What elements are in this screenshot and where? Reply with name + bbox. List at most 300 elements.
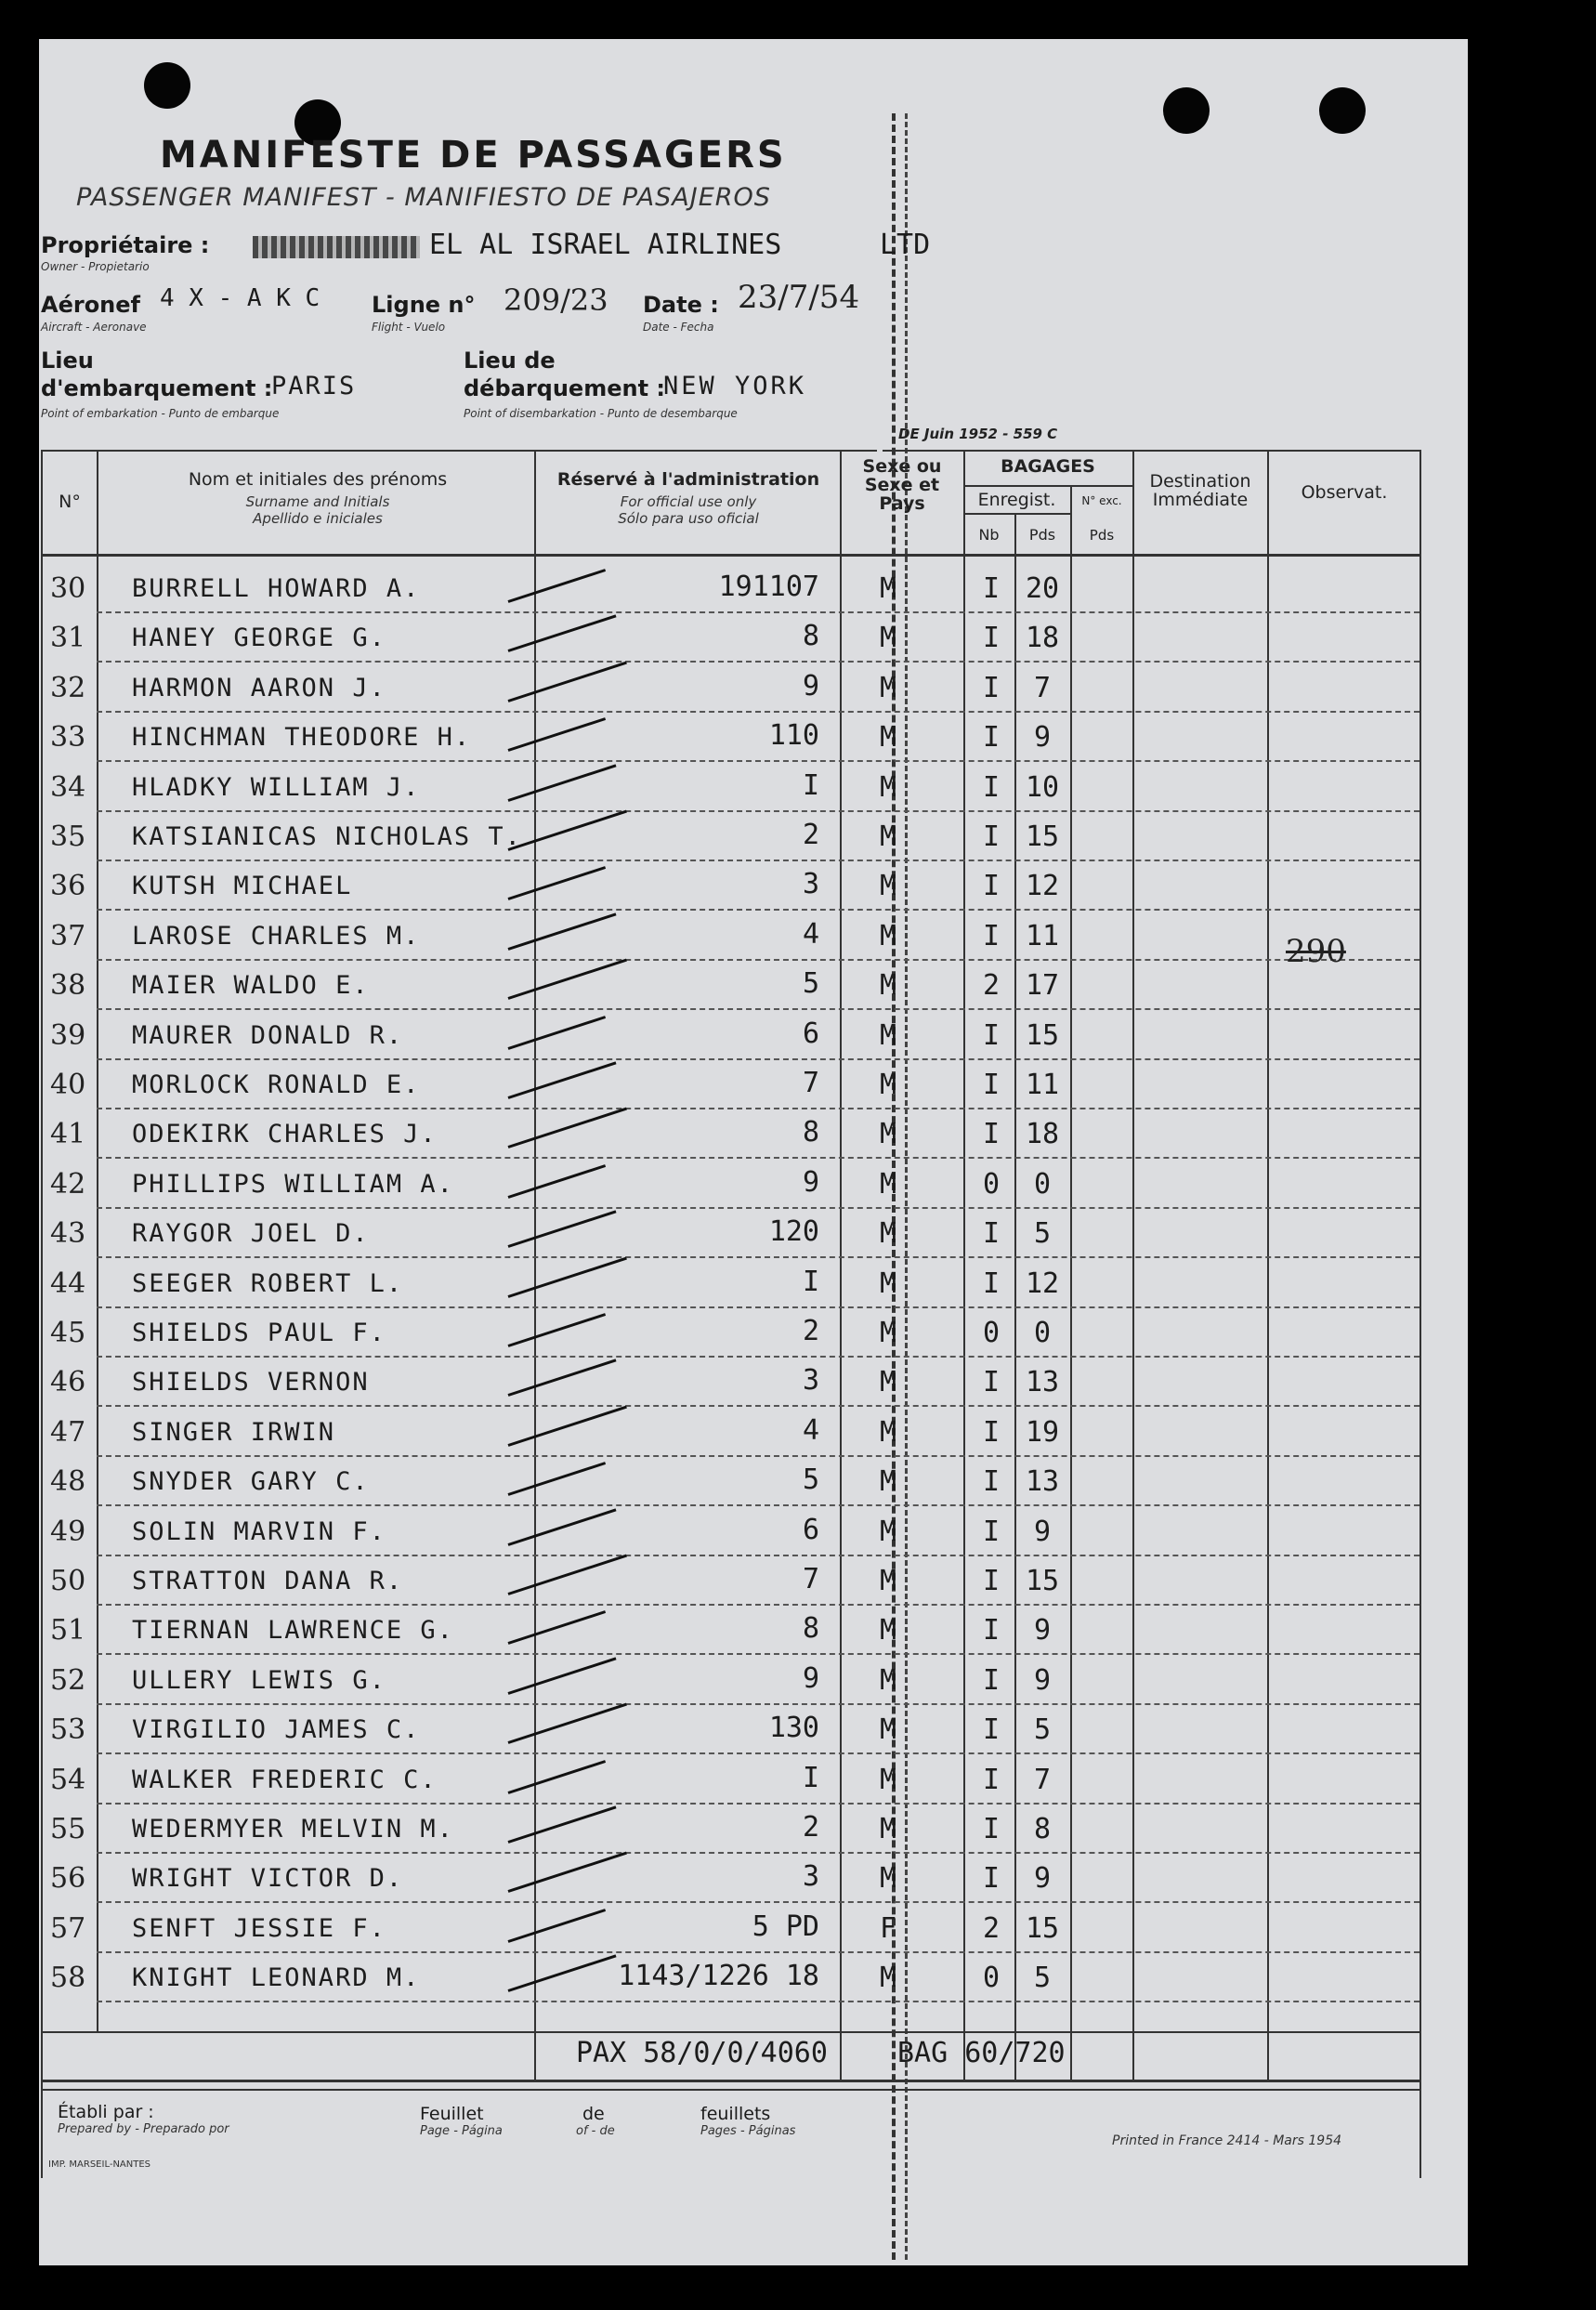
col-header-bag-pds: Pds [1028,526,1056,544]
bag-weight: 12 [1025,1267,1060,1300]
admin-number: 7 [802,1563,819,1595]
passenger-name: SENFT JESSIE F. [132,1914,386,1943]
row-number: 50 [50,1565,86,1597]
aircraft-sublabel: Aircraft - Aeronave [41,321,147,334]
passenger-name: HLADKY WILLIAM J. [132,773,421,802]
row-rule [97,1752,1419,1754]
bag-weight: 7 [1033,672,1052,704]
sheet-sublabel: Page - Página [420,2124,503,2138]
bag-weight: 11 [1025,1069,1060,1101]
bag-count: 0 [982,1317,1001,1349]
col-header-observations: Observat. [1301,482,1388,503]
admin-number: 2 [802,1315,819,1347]
bag-count: I [982,1664,1001,1697]
enregist-subrule [963,513,1070,515]
bag-weight: 11 [1025,920,1060,952]
col-divider [1132,450,1134,2080]
passenger-name: ODEKIRK CHARLES J. [132,1120,438,1148]
bag-count: I [982,1069,1001,1101]
passenger-sex: M [880,1764,897,1796]
row-rule [97,1256,1419,1258]
disembark-sublabel: Point of disembarkation - Punto de desembarque [464,407,738,420]
embark-value: PARIS [271,372,357,400]
bagages-subrule [963,485,1132,487]
row-number: 55 [50,1813,86,1845]
passenger-sex: M [880,1813,897,1845]
aircraft-value: 4 X - A K C [160,284,321,312]
owner-suffix: LTD [880,229,931,261]
passenger-name: HINCHMAN THEODORE H. [132,723,472,752]
manifest-subtitle: PASSENGER MANIFEST - MANIFIESTO DE PASAJEROS [76,183,771,212]
owner-label: Propriétaire : [41,232,210,258]
col-header-sex: Sexe ou Sexe et Pays [862,456,942,514]
row-rule [97,1008,1419,1010]
col-header-name-sub2: Apellido e iniciales [253,510,383,527]
bag-count: I [982,1217,1001,1250]
bag-weight: 7 [1033,1764,1052,1796]
bag-count: 0 [982,1962,1001,1994]
row-rule [97,1951,1419,1953]
passenger-name: HARMON AARON J. [132,674,386,702]
row-number: 33 [50,721,86,754]
col-header-excess: N° exc. [1081,494,1122,507]
check-mark [508,1508,617,1546]
admin-number: 8 [802,620,819,652]
row-rule [97,1852,1419,1854]
row-rule [97,1356,1419,1358]
row-rule [97,661,1419,663]
row-number: 35 [50,820,86,853]
col-header-admin: Réservé à l'administration [556,469,820,490]
footer-rule [41,2089,1421,2091]
passenger-sex: M [880,1416,897,1449]
struck-out-text [253,236,420,258]
col-header-name-sub1: Surname and Initials [245,493,390,510]
bag-count: 0 [982,1168,1001,1201]
bag-count: I [982,672,1001,704]
bag-count: I [982,820,1001,853]
flight-value: 209/23 [504,282,608,318]
bag-weight: 15 [1025,820,1060,853]
row-number: 49 [50,1516,86,1548]
row-number: 48 [50,1465,86,1498]
table-top-rule [41,450,877,452]
check-mark [508,1406,627,1447]
admin-number: 2 [802,819,819,851]
row-number: 56 [50,1862,86,1895]
bag-weight: 5 [1033,1713,1052,1746]
passenger-name: SHIELDS PAUL F. [132,1319,386,1347]
admin-number: 3 [802,868,819,900]
passenger-sex: M [880,1168,897,1201]
passenger-name: SOLIN MARVIN F. [132,1517,386,1546]
bag-weight: 9 [1033,1614,1052,1647]
owner-sublabel: Owner - Propietario [41,260,150,273]
passenger-name: KNIGHT LEONARD M. [132,1963,421,1992]
passenger-name: RAYGOR JOEL D. [132,1219,370,1248]
row-rule [97,959,1419,961]
bag-weight: 10 [1025,771,1060,804]
bag-total: BAG 60/720 [897,2037,1066,2069]
imprint: IMP. MARSEIL-NANTES [48,2159,151,2170]
row-rule [97,760,1419,762]
passenger-sex: M [880,672,897,704]
row-rule [97,1108,1419,1109]
row-rule [97,1653,1419,1655]
admin-number: 5 PD [752,1910,819,1943]
passenger-name: SHIELDS VERNON [132,1368,370,1397]
embark-sublabel: Point of embarkation - Punto de embarque [41,407,280,420]
passenger-name: ULLERY LEWIS G. [132,1666,386,1695]
admin-number: 130 [768,1712,819,1744]
bag-weight: 18 [1025,1118,1060,1150]
passenger-name: KUTSH MICHAEL [132,872,353,900]
admin-number: 2 [802,1811,819,1844]
admin-number: 9 [802,1166,819,1199]
bag-count: I [982,920,1001,952]
bag-count: I [982,1764,1001,1796]
row-rule [97,1405,1419,1407]
bag-weight: 0 [1033,1317,1052,1349]
disembark-label-line1: Lieu de [464,348,556,374]
col-divider [97,450,98,2031]
passenger-sex: M [880,820,897,853]
row-number: 36 [50,870,86,902]
row-rule [97,1157,1419,1159]
manifest-sheet [39,39,1468,2265]
passenger-sex: M [880,1614,897,1647]
bag-count: I [982,1019,1001,1052]
col-divider [1267,450,1269,2080]
admin-number: I [802,769,819,802]
admin-number: 110 [768,719,819,752]
row-number: 47 [50,1416,86,1449]
row-rule [97,2001,1419,2002]
passenger-name: SINGER IRWIN [132,1418,336,1447]
admin-number: 4 [802,1414,819,1447]
admin-number: 3 [802,1364,819,1397]
table-left-border [41,450,43,2178]
passenger-name: SNYDER GARY C. [132,1467,370,1496]
check-mark [508,717,607,752]
row-number: 42 [50,1168,86,1201]
row-number: 44 [50,1267,86,1300]
bag-count: I [982,1813,1001,1845]
passenger-sex: M [880,1664,897,1697]
passenger-name: STRATTON DANA R. [132,1567,404,1595]
row-number: 51 [50,1614,86,1647]
passenger-name: WRIGHT VICTOR D. [132,1864,404,1893]
passenger-sex: M [880,1217,897,1250]
row-number: 41 [50,1118,86,1150]
row-rule [97,810,1419,812]
row-rule [97,1207,1419,1209]
bag-weight: 18 [1025,622,1060,654]
bag-count: I [982,1516,1001,1548]
sheets-label: feuillets [700,2104,771,2124]
bag-weight: 20 [1025,572,1060,605]
passenger-name: BURRELL HOWARD A. [132,574,421,603]
admin-number: 120 [768,1215,819,1248]
flight-label: Ligne n° [372,292,476,318]
punch-hole [1163,87,1210,134]
check-mark [508,1061,617,1099]
passenger-sex: M [880,1366,897,1398]
row-number: 54 [50,1764,86,1796]
disembark-value: NEW YORK [663,372,807,400]
passenger-sex: F [880,1912,897,1945]
prepared-by-sublabel: Prepared by - Preparado por [58,2122,229,2136]
admin-number: 9 [802,1662,819,1695]
passenger-sex: M [880,1862,897,1895]
col-divider [534,450,536,2080]
passenger-sex: M [880,870,897,902]
check-mark [508,1555,627,1595]
check-mark [508,1313,607,1347]
check-mark [508,614,617,652]
date-value: 23/7/54 [738,279,860,316]
bag-weight: 9 [1033,1516,1052,1548]
row-number: 40 [50,1069,86,1101]
check-mark [508,1210,617,1248]
passenger-sex: M [880,1267,897,1300]
row-rule [97,1803,1419,1805]
row-rule [97,711,1419,713]
row-number: 52 [50,1664,86,1697]
col-header-enregist: Enregist. [977,490,1056,510]
bag-count: I [982,1565,1001,1597]
check-mark [508,912,617,951]
row-number: 58 [50,1962,86,1994]
passenger-name: MAURER DONALD R. [132,1021,404,1050]
pax-total: PAX 58/0/0/4060 [576,2037,828,2069]
bag-count: I [982,870,1001,902]
check-mark [508,1164,607,1199]
admin-number: 3 [802,1860,819,1893]
table-header-rule [41,554,1421,557]
bag-count: I [982,1267,1001,1300]
col-header-excess-pds: Pds [1089,527,1115,544]
punch-hole [1319,87,1366,134]
row-rule [97,611,1419,613]
passenger-name: HANEY GEORGE G. [132,623,386,652]
admin-number: 5 [802,1463,819,1496]
owner-value: EL AL ISRAEL AIRLINES [429,229,782,261]
table-right-border [1419,450,1421,2178]
col-header-bagages: BAGAGES [1001,456,1095,477]
sheets-sublabel: Pages - Páginas [700,2124,796,2138]
passenger-name: WEDERMYER MELVIN M. [132,1815,454,1844]
bag-weight: 17 [1025,969,1060,1002]
bag-count: I [982,1366,1001,1398]
passenger-sex: M [880,1118,897,1150]
check-mark [508,662,627,702]
date-label: Date : [643,292,719,318]
col-header-bag-no: Nb [978,526,1000,544]
passenger-name: MAIER WALDO E. [132,971,370,1000]
admin-number: 5 [802,967,819,1000]
embark-label-line2: d'embarquement : [41,375,273,401]
row-number: 32 [50,672,86,704]
check-mark [508,1257,627,1298]
passenger-sex: M [880,1465,897,1498]
row-rule [97,1306,1419,1308]
passenger-sex: M [880,1019,897,1052]
check-mark [508,1954,617,1992]
row-number: 34 [50,771,86,804]
row-number: 53 [50,1713,86,1746]
col-divider [840,450,842,2080]
col-header-admin-sub1: For official use only [620,493,757,510]
check-mark [508,810,627,851]
disembark-label-line2: débarquement : [464,375,666,401]
col-divider [1070,485,1072,2080]
passenger-sex: M [880,572,897,605]
admin-number: I [802,1762,819,1794]
check-mark [508,1657,617,1695]
bag-weight: 9 [1033,721,1052,754]
bag-count: 2 [982,1912,1001,1945]
passenger-sex: M [880,721,897,754]
form-reference: DE Juin 1952 - 559 C [898,426,1058,442]
check-mark [508,1909,607,1943]
bag-count: I [982,1862,1001,1895]
passenger-sex: M [880,1565,897,1597]
passenger-name: PHILLIPS WILLIAM A. [132,1170,454,1199]
bag-weight: 5 [1033,1962,1052,1994]
row-number: 30 [50,572,86,605]
admin-number: 9 [802,670,819,702]
admin-number: 1143/1226 18 [618,1960,819,1992]
check-mark [508,959,627,1000]
bag-count: I [982,622,1001,654]
bag-weight: 9 [1033,1862,1052,1895]
passenger-name: TIERNAN LAWRENCE G. [132,1616,454,1645]
table-bottom-rule [41,2031,1421,2033]
bag-count: I [982,1614,1001,1647]
passenger-sex: M [880,969,897,1002]
check-mark [508,1805,617,1844]
bag-weight: 9 [1033,1664,1052,1697]
check-mark [508,1852,627,1893]
passenger-sex: M [880,1713,897,1746]
row-rule [97,860,1419,861]
passenger-name: WALKER FREDERIC C. [132,1765,438,1794]
table-total-rule [41,2080,1421,2082]
embark-label-line1: Lieu [41,348,94,374]
punch-hole [144,62,190,109]
admin-number: 8 [802,1116,819,1148]
bag-weight: 0 [1033,1168,1052,1201]
flight-sublabel: Flight - Vuelo [372,321,446,334]
bag-weight: 8 [1033,1813,1052,1845]
check-mark [508,764,617,802]
check-mark [508,1760,607,1794]
admin-number: 7 [802,1067,819,1099]
passenger-sex: M [880,1317,897,1349]
passenger-sex: M [880,1069,897,1101]
check-mark [508,1108,627,1148]
passenger-name: KATSIANICAS NICHOLAS T. [132,822,522,851]
admin-number: 4 [802,918,819,951]
manifest-title: MANIFESTE DE PASSAGERS [160,134,787,177]
row-rule [97,909,1419,911]
col-divider [963,450,965,2080]
of-sublabel: of - de [576,2124,615,2138]
passenger-name: SEEGER ROBERT L. [132,1269,404,1298]
row-number: 43 [50,1217,86,1250]
row-rule [97,1555,1419,1556]
of-label: de [582,2104,605,2124]
bag-weight: 5 [1033,1217,1052,1250]
admin-number: 191107 [718,571,819,603]
bag-count: I [982,771,1001,804]
col-divider [1014,513,1016,2080]
passenger-sex: M [880,920,897,952]
bag-weight: 13 [1025,1465,1060,1498]
check-mark [508,1462,607,1496]
admin-number: 6 [802,1514,819,1546]
col-header-destination: Destination Immédiate [1149,471,1251,510]
check-mark [508,866,607,900]
row-number: 57 [50,1912,86,1945]
bag-count: I [982,721,1001,754]
admin-number: 8 [802,1612,819,1645]
col-header-admin-sub2: Sólo para uso oficial [618,510,759,527]
bag-weight: 19 [1025,1416,1060,1449]
col-header-name: Nom et initiales des prénoms [188,469,448,490]
row-rule [97,1703,1419,1705]
passenger-name: VIRGILIO JAMES C. [132,1715,421,1744]
row-rule [97,1504,1419,1506]
observation-note: 290 [1286,933,1346,970]
row-number: 45 [50,1317,86,1349]
check-mark [508,1016,607,1050]
passenger-name: MORLOCK RONALD E. [132,1070,421,1099]
passenger-sex: M [880,1962,897,1994]
aircraft-label: Aéronef [41,292,140,318]
bag-weight: 15 [1025,1912,1060,1945]
printer-credit: Printed in France 2414 - Mars 1954 [1112,2133,1342,2148]
admin-number: I [802,1266,819,1298]
row-number: 31 [50,622,86,654]
bag-count: I [982,1465,1001,1498]
check-mark [508,1358,617,1397]
bag-count: I [982,1713,1001,1746]
col-header-no: N° [59,492,81,512]
row-number: 38 [50,969,86,1002]
sheet-label: Feuillet [420,2104,484,2124]
bag-weight: 15 [1025,1019,1060,1052]
date-sublabel: Date - Fecha [643,321,714,334]
bag-count: I [982,1416,1001,1449]
row-number: 37 [50,920,86,952]
check-mark [508,569,607,603]
row-number: 39 [50,1019,86,1052]
row-rule [97,1455,1419,1457]
bag-weight: 13 [1025,1366,1060,1398]
check-mark [508,1610,607,1645]
row-rule [97,1604,1419,1606]
passenger-sex: M [880,622,897,654]
bag-count: I [982,572,1001,605]
row-rule [97,1901,1419,1903]
row-rule [97,1058,1419,1060]
passenger-sex: M [880,1516,897,1548]
prepared-by-label: Établi par : [58,2102,154,2122]
bag-weight: 15 [1025,1565,1060,1597]
passenger-name: LAROSE CHARLES M. [132,922,421,951]
